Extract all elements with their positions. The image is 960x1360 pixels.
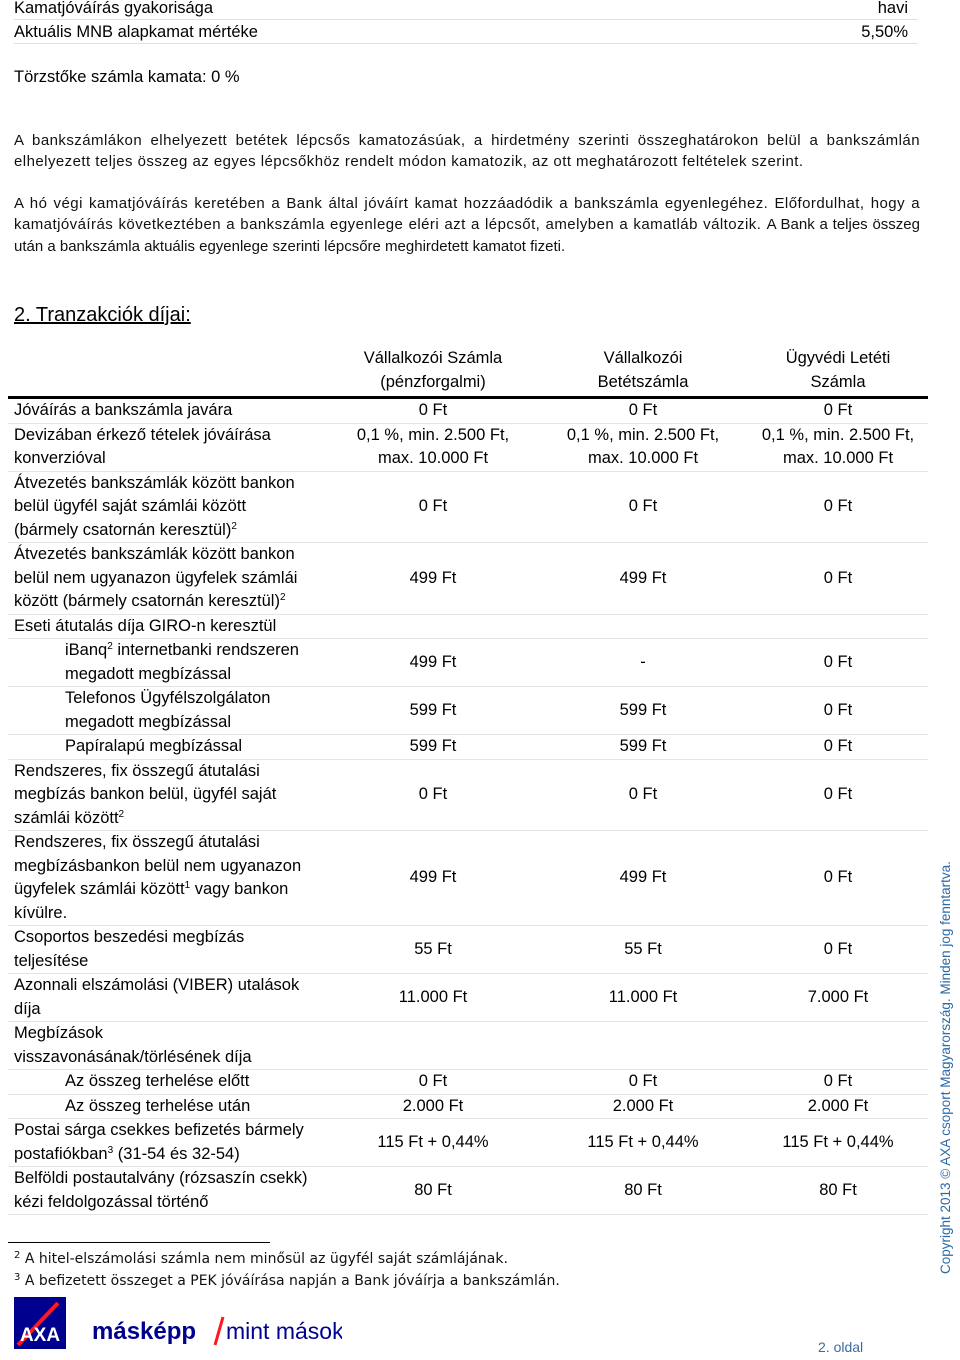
- table-row: [8, 1167, 928, 1215]
- cell-value: 0,1 %, min. 2.500 Ft, max. 10.000 Ft: [538, 423, 748, 471]
- table-header-row: [8, 345, 928, 398]
- row-label: iBanq$^2$ internetbanki rendszeren megadott megbízással: [8, 639, 328, 687]
- cell-value: 55 Ft: [538, 926, 748, 974]
- intro-paragraph-2-text: A hó végi kamatjóváírás keretében a Bank által jóváírt kamat hozzáadódik a bankszámla egyenlegéhez. Előfordulhat, hogy a kamatjóváírás következtében a bankszámla egyenlege eléri azt a lépcsőt, amelyben a kamatláb változik.: [14, 195, 920, 234]
- cell-value: 0 Ft: [748, 471, 928, 543]
- cell-value: 55 Ft: [328, 926, 538, 974]
- cell-value: [748, 614, 928, 639]
- footnote-3: [14, 1273, 560, 1289]
- cell-value: 0 Ft: [538, 759, 748, 831]
- cell-value: 0 Ft: [748, 1070, 928, 1095]
- cell-value: 0 Ft: [538, 1070, 748, 1095]
- row-label: Devizában érkező tételek jóváírása konverzióval: [8, 423, 328, 471]
- table-row: [8, 926, 928, 974]
- cell-value: 115 Ft + 0,44%: [748, 1119, 928, 1167]
- section-title: 2. Tranzakciók díjai:: [14, 304, 191, 326]
- cell-value: 11.000 Ft: [328, 974, 538, 1022]
- table-row: [8, 687, 928, 735]
- cell-value: 0 Ft: [538, 398, 748, 424]
- cell-value: 499 Ft: [328, 639, 538, 687]
- cell-value: 80 Ft: [748, 1167, 928, 1215]
- cell-value: 115 Ft + 0,44%: [328, 1119, 538, 1167]
- cell-value: 0 Ft: [328, 1070, 538, 1095]
- cell-value: 0 Ft: [748, 831, 928, 926]
- table-row: [8, 639, 928, 687]
- footnote-ref: 1: [184, 880, 191, 891]
- cell-value: 499 Ft: [328, 831, 538, 926]
- footnote-ref: 2: [107, 641, 113, 652]
- column-header-vallalkozoi-szamla: Vállalkozói Számla (pénzforgalmi): [363, 349, 503, 391]
- column-header-ugyvedi-leteti-szamla: Ügyvédi Letéti Számla: [785, 349, 891, 391]
- footnote-text: A befizetett összeget a PEK jóváírása napján a Bank jóváírja a bankszámlán.: [24, 1273, 560, 1289]
- cell-value: 0 Ft: [538, 471, 748, 543]
- mnb-base-rate-label: Aktuális MNB alapkamat mértéke: [14, 22, 258, 41]
- table-row: [8, 1022, 928, 1070]
- row-label: Átvezetés bankszámlák között bankon belül ügyfél saját számlái között (bármely csatornán keresztül)$^2$: [8, 471, 328, 543]
- column-header-vallalkozoi-betetszamla: Vállalkozói Betétszámla: [597, 349, 689, 391]
- row-label: Megbízások visszavonásának/törlésének díja: [8, 1022, 328, 1070]
- footnote-ref: 2: [231, 520, 237, 532]
- cell-value: 499 Ft: [538, 543, 748, 615]
- cell-value: -: [538, 639, 748, 687]
- cell-value: 7.000 Ft: [748, 974, 928, 1022]
- cell-value: [328, 614, 538, 639]
- cell-value: 599 Ft: [538, 687, 748, 735]
- cell-value: 0,1 %, min. 2.500 Ft, max. 10.000 Ft: [328, 423, 538, 471]
- table-row: [8, 1119, 928, 1167]
- row-label: Átvezetés bankszámlák között bankon belül nem ugyanazon ügyfelek számlái között (bármely csatornán keresztül)$^2$: [8, 543, 328, 615]
- cell-value: 0 Ft: [328, 471, 538, 543]
- table-row: [8, 543, 928, 615]
- row-label: Az összeg terhelése előtt: [8, 1070, 328, 1095]
- cell-value: 0 Ft: [748, 687, 928, 735]
- cell-value: 599 Ft: [328, 687, 538, 735]
- cell-value: 0,1 %, min. 2.500 Ft, max. 10.000 Ft: [748, 423, 928, 471]
- cell-value: 0 Ft: [748, 759, 928, 831]
- table-row: [8, 423, 928, 471]
- footnote-ref: 3: [107, 1144, 114, 1156]
- interest-frequency-row: [14, 0, 918, 20]
- cell-value: 115 Ft + 0,44%: [538, 1119, 748, 1167]
- row-label: Csoportos beszedési megbízás teljesítése: [8, 926, 328, 974]
- row-label: Eseti átutalás díja GIRO-n keresztül: [8, 614, 328, 639]
- cell-value: 80 Ft: [328, 1167, 538, 1215]
- cell-value: 0 Ft: [748, 398, 928, 424]
- cell-value: 0 Ft: [748, 926, 928, 974]
- row-label: Postai sárga csekkes befizetés bármely postafiókban$^3$ (31-54 és 32-54): [8, 1119, 328, 1167]
- table-row: [8, 471, 928, 543]
- intro-paragraph-3-text: A Bank a teljes összeg után a bankszámla aktuális egyenlege szerinti lépcsőre meghirdetett kamatot fizeti.: [14, 216, 920, 255]
- axa-logo: [12, 1295, 342, 1355]
- cell-value: 2.000 Ft: [328, 1094, 538, 1119]
- cell-value: [538, 614, 748, 639]
- footnote-ref: 2: [279, 592, 286, 603]
- row-label: Papíralapú megbízással: [8, 735, 328, 760]
- mnb-base-rate-row: [14, 21, 918, 44]
- cell-value: 0 Ft: [328, 398, 538, 424]
- cell-value: 599 Ft: [328, 735, 538, 760]
- row-label: Telefonos Ügyfélszolgálaton megadott megbízással: [8, 687, 328, 735]
- cell-value: 599 Ft: [538, 735, 748, 760]
- mnb-base-rate-value: 5,50%: [861, 22, 908, 41]
- axa-logo-text: AXA: [19, 1325, 61, 1346]
- interest-frequency-label: Kamatjóváírás gyakorisága: [14, 0, 214, 17]
- table-row: [8, 735, 928, 760]
- row-label: Jóváírás a bankszámla javára: [8, 398, 328, 424]
- logo-tagline-mint-masok: mint mások: [226, 1318, 342, 1344]
- cell-value: 499 Ft: [538, 831, 748, 926]
- cell-value: 11.000 Ft: [538, 974, 748, 1022]
- footnote-number: 3: [14, 1272, 21, 1283]
- cell-value: 80 Ft: [538, 1167, 748, 1215]
- cell-value: 2.000 Ft: [538, 1094, 748, 1119]
- table-row: [8, 1094, 928, 1119]
- table-row: [8, 831, 928, 926]
- row-label: Rendszeres, fix összegű átutalási megbízás bankon belül, ügyfél saját számlái között$^2$: [8, 759, 328, 831]
- cell-value: 499 Ft: [328, 543, 538, 615]
- footnote-text: A hitel-elszámolási számla nem minősül az ügyfél saját számlájának.: [24, 1251, 508, 1267]
- share-capital-rate: Törzstőke számla kamata: 0 %: [14, 68, 240, 86]
- copyright-notice: Copyright 2013 © AXA csoport Magyarország. Minden jog fenntartva.: [938, 861, 953, 1274]
- interest-frequency-value: havi: [877, 0, 908, 17]
- table-row: [8, 759, 928, 831]
- table-row: [8, 398, 928, 424]
- footnote-number: 2: [14, 1250, 21, 1261]
- fee-table: [8, 345, 928, 1215]
- footnote-ref: 2: [118, 808, 125, 820]
- intro-paragraph-1: A bankszámlákon elhelyezett betétek lépcsős kamatozásúak, a hirdetmény szerinti összeghatárokon belül a bankszámlán elhelyezett teljes összeg az egyes lépcsőkhöz rendelt módon kamatozik, az ott meghatározott feltételek szerint.: [14, 132, 920, 171]
- logo-tagline-maskepp: másképp: [92, 1318, 197, 1345]
- row-label: Rendszeres, fix összegű átutalási megbízásbankon belül nem ugyanazon ügyfelek számlái között$^1$ vagy bankon kívülre.: [8, 831, 328, 926]
- intro-paragraph-2: [14, 193, 920, 257]
- table-row: [8, 614, 928, 639]
- cell-value: 0 Ft: [748, 735, 928, 760]
- footnote-2: [14, 1251, 508, 1267]
- table-row: [8, 1070, 928, 1095]
- page-number: 2. oldal: [818, 1339, 864, 1355]
- cell-value: 0 Ft: [328, 759, 538, 831]
- cell-value: 2.000 Ft: [748, 1094, 928, 1119]
- cell-value: 0 Ft: [748, 543, 928, 615]
- cell-value: [748, 1022, 928, 1070]
- cell-value: [328, 1022, 538, 1070]
- row-label: Az összeg terhelése után: [8, 1094, 328, 1119]
- cell-value: 0 Ft: [748, 639, 928, 687]
- row-label: Belföldi postautalvány (rózsaszín csekk) kézi feldolgozással történő: [8, 1167, 328, 1215]
- footnote-divider: [8, 1242, 270, 1243]
- cell-value: [538, 1022, 748, 1070]
- row-label: Azonnali elszámolási (VIBER) utalások díja: [8, 974, 328, 1022]
- header-empty: [8, 345, 328, 398]
- table-row: [8, 974, 928, 1022]
- axa-logo-mark: [12, 1295, 342, 1355]
